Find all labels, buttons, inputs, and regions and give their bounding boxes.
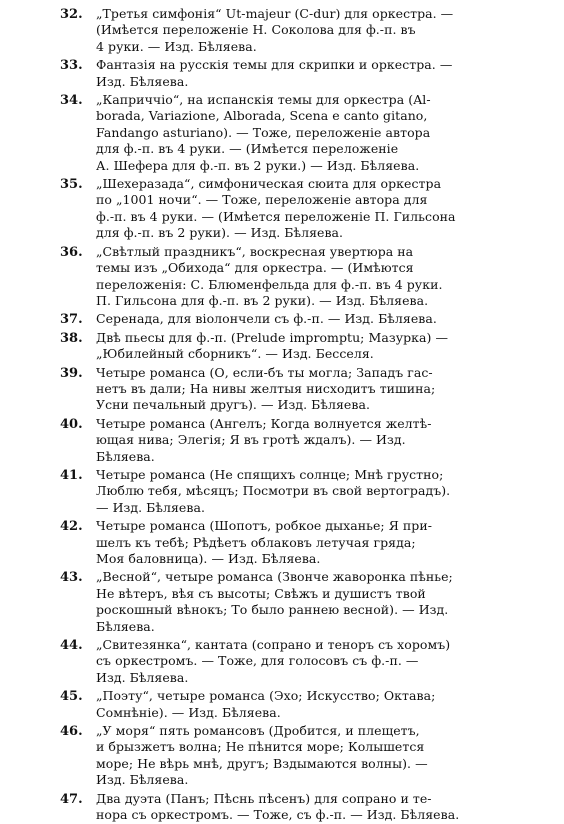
- entry-line: Бѣляева.: [96, 448, 155, 464]
- entry-line: „Свѣтлый праздникъ“, воскресная увертюра на: [96, 243, 414, 259]
- entry-number: 40.: [60, 416, 83, 432]
- entry-line: „У моря“ пять романсовъ (Дробится, и плещетъ,: [96, 723, 420, 739]
- entry-line: для ф.-п. въ 4 руки. — (Имѣется переложеніе: [96, 141, 399, 157]
- entry-line: Четыре романса (Ангелъ; Когда волнуется желтѣ-: [96, 415, 432, 431]
- entry-line: 4 руки. — Изд. Бѣляева.: [96, 38, 257, 54]
- entry-line: Два дуэта (Панъ; Пѣснь пѣсенъ) для сопрано и те-: [96, 790, 432, 806]
- entry-line: Изд. Бѣляева.: [96, 772, 189, 788]
- entry-number: 43.: [60, 570, 83, 586]
- entry-line: ф.-п. въ 4 руки. — (Имѣется переложеніе П. Гильсона: [96, 208, 456, 224]
- catalog-entry: [0, 330, 564, 363]
- entry-line: Моя баловница). — Изд. Бѣляева.: [96, 551, 321, 566]
- entry-text: [96, 92, 508, 174]
- entry-line: borada, Variazione, Alborada, Scena e canto gitano,: [96, 108, 428, 124]
- catalog-entry: [0, 92, 564, 174]
- entry-line: темы изъ „Обихода“ для оркестра. — (Имѣются: [96, 260, 414, 276]
- entry-line: съ оркестромъ. — Тоже, для голосовъ съ ф.-п. —: [96, 653, 419, 669]
- entry-text: [96, 176, 508, 242]
- catalog-entry: [0, 569, 564, 635]
- entry-line: нетъ въ дали; На нивы желтыя нисходитъ тишина;: [96, 380, 436, 396]
- entry-line: Фантазія на русскія темы для скрипки и оркестра. —: [96, 57, 453, 73]
- entry-number: 35.: [60, 177, 83, 193]
- entry-number: 39.: [60, 365, 83, 381]
- entry-line: по „1001 ночи“. — Тоже, переложеніе автора для: [96, 192, 428, 208]
- entry-line: Четыре романса (Шопотъ, робкое дыханье; Я при-: [96, 518, 432, 534]
- entry-number: 38.: [60, 330, 83, 346]
- entry-text: [96, 365, 508, 414]
- entry-text: [96, 637, 508, 686]
- entry-line: (Имѣется переложеніе Н. Соколова для ф.-п. въ: [96, 22, 416, 38]
- entry-line: „Весной“, четыре романса (Звонче жаворонка пѣнье;: [96, 569, 453, 585]
- catalog-entry: [0, 723, 564, 789]
- entry-number: 34.: [60, 93, 83, 109]
- entry-number: 45.: [60, 689, 83, 705]
- entry-line: Четыре романса (Не спящихъ солнце; Мнѣ грустно;: [96, 466, 444, 482]
- entry-number: 36.: [60, 244, 83, 260]
- entry-line: Не вѣтеръ, вѣя съ высоты; Свѣжъ и душистъ твой: [96, 585, 426, 601]
- entry-line: Четыре романса (О, если-бъ ты могла; Западъ гас-: [96, 364, 433, 380]
- entry-text: [96, 723, 508, 789]
- entry-line: Сомнѣніе). — Изд. Бѣляева.: [96, 704, 281, 720]
- entry-number: 47.: [60, 791, 83, 807]
- entry-line: шелъ къ тебѣ; Рѣдѣетъ облаковъ летучая гряда;: [96, 534, 416, 550]
- catalog-entry: [0, 637, 564, 686]
- entry-line: „Поэту“, четыре романса (Эхо; Искусство; Октава;: [96, 688, 436, 704]
- entry-number: 37.: [60, 312, 83, 328]
- entry-line: нора съ оркестромъ. — Тоже, съ ф.-п. — Изд. Бѣляева.: [96, 807, 460, 823]
- entry-line: Изд. Бѣляева.: [96, 73, 189, 89]
- entry-number: 42.: [60, 519, 83, 535]
- entry-text: [96, 467, 508, 516]
- entry-line: ющая нива; Элегія; Я въ гротѣ ждалъ). — Изд.: [96, 432, 406, 448]
- entry-number: 46.: [60, 724, 83, 740]
- catalog-entry: [0, 244, 564, 310]
- entry-line: П. Гильсона для ф.-п. въ 2 руки). — Изд. Бѣляева.: [96, 292, 429, 308]
- entry-line: А. Шефера для ф.-п. въ 2 руки.) — Изд. Бѣляева.: [96, 157, 420, 173]
- catalog-entry: [0, 467, 564, 516]
- entry-text: [96, 244, 508, 310]
- entry-line: Бѣляева.: [96, 618, 155, 634]
- entry-text: [96, 6, 508, 55]
- entry-line: роскошный вѣнокъ; То было раннею весной). — Изд.: [96, 602, 449, 618]
- entry-line: Двѣ пьесы для ф.-п. (Prelude impromptu; Мазурка) —: [96, 329, 449, 345]
- catalog-entry: [0, 176, 564, 242]
- entry-text: [96, 518, 508, 567]
- entry-number: 41.: [60, 467, 83, 483]
- entry-line: Усни печальный другъ). — Изд. Бѣляева.: [96, 397, 370, 413]
- entry-line: переложенія: С. Блюменфельда для ф.-п. въ 4 руки.: [96, 276, 443, 292]
- entry-text: [96, 311, 508, 327]
- entry-line: „Третья симфонія“ Ut-majeur (C-dur) для оркестра. —: [96, 6, 454, 21]
- entry-line: и брызжетъ волна; Не пѣнится море; Колышется: [96, 739, 425, 755]
- entry-text: [96, 791, 508, 824]
- entry-line: море; Не вѣрь мнѣ, другъ; Вздымаются волны). —: [96, 755, 428, 771]
- catalog-entry: [0, 365, 564, 414]
- catalog-entry: [0, 518, 564, 567]
- entry-line: для ф.-п. въ 2 руки). — Изд. Бѣляева.: [96, 225, 344, 241]
- entry-line: Изд. Бѣляева.: [96, 669, 189, 685]
- catalog-entry: [0, 688, 564, 721]
- entry-number: 32.: [60, 7, 83, 22]
- entry-text: [96, 416, 508, 465]
- entry-text: [96, 688, 508, 721]
- entry-number: 44.: [60, 638, 83, 654]
- entry-line: Серенада, для віолончели съ ф.-п. — Изд. Бѣляева.: [96, 311, 437, 327]
- entry-text: [96, 57, 508, 90]
- catalog-entry: [0, 57, 564, 90]
- entry-line: „Свитезянка“, кантата (сопрано и теноръ съ хоромъ): [96, 637, 451, 653]
- catalog-entry: [0, 416, 564, 465]
- entry-text: [96, 330, 508, 363]
- entry-line: „Каприччіо“, на испанскія темы для оркестра (Al-: [96, 92, 431, 108]
- entry-line: Люблю тебя, мѣсяцъ; Посмотри въ свой вертоградъ).: [96, 483, 451, 499]
- entry-line: „Юбилейный сборникъ“. — Изд. Бесселя.: [96, 346, 374, 362]
- entry-text: [96, 569, 508, 635]
- catalog-entry: [0, 791, 564, 824]
- entry-line: — Изд. Бѣляева.: [96, 499, 205, 515]
- entry-number: 33.: [60, 58, 83, 74]
- catalog-entry: [0, 6, 564, 55]
- entry-line: Fandango asturiano). — Тоже, переложеніе автора: [96, 124, 431, 140]
- catalog-entry: [0, 311, 564, 327]
- entry-line: „Шехеразада“, симфоническая сюита для оркестра: [96, 176, 442, 192]
